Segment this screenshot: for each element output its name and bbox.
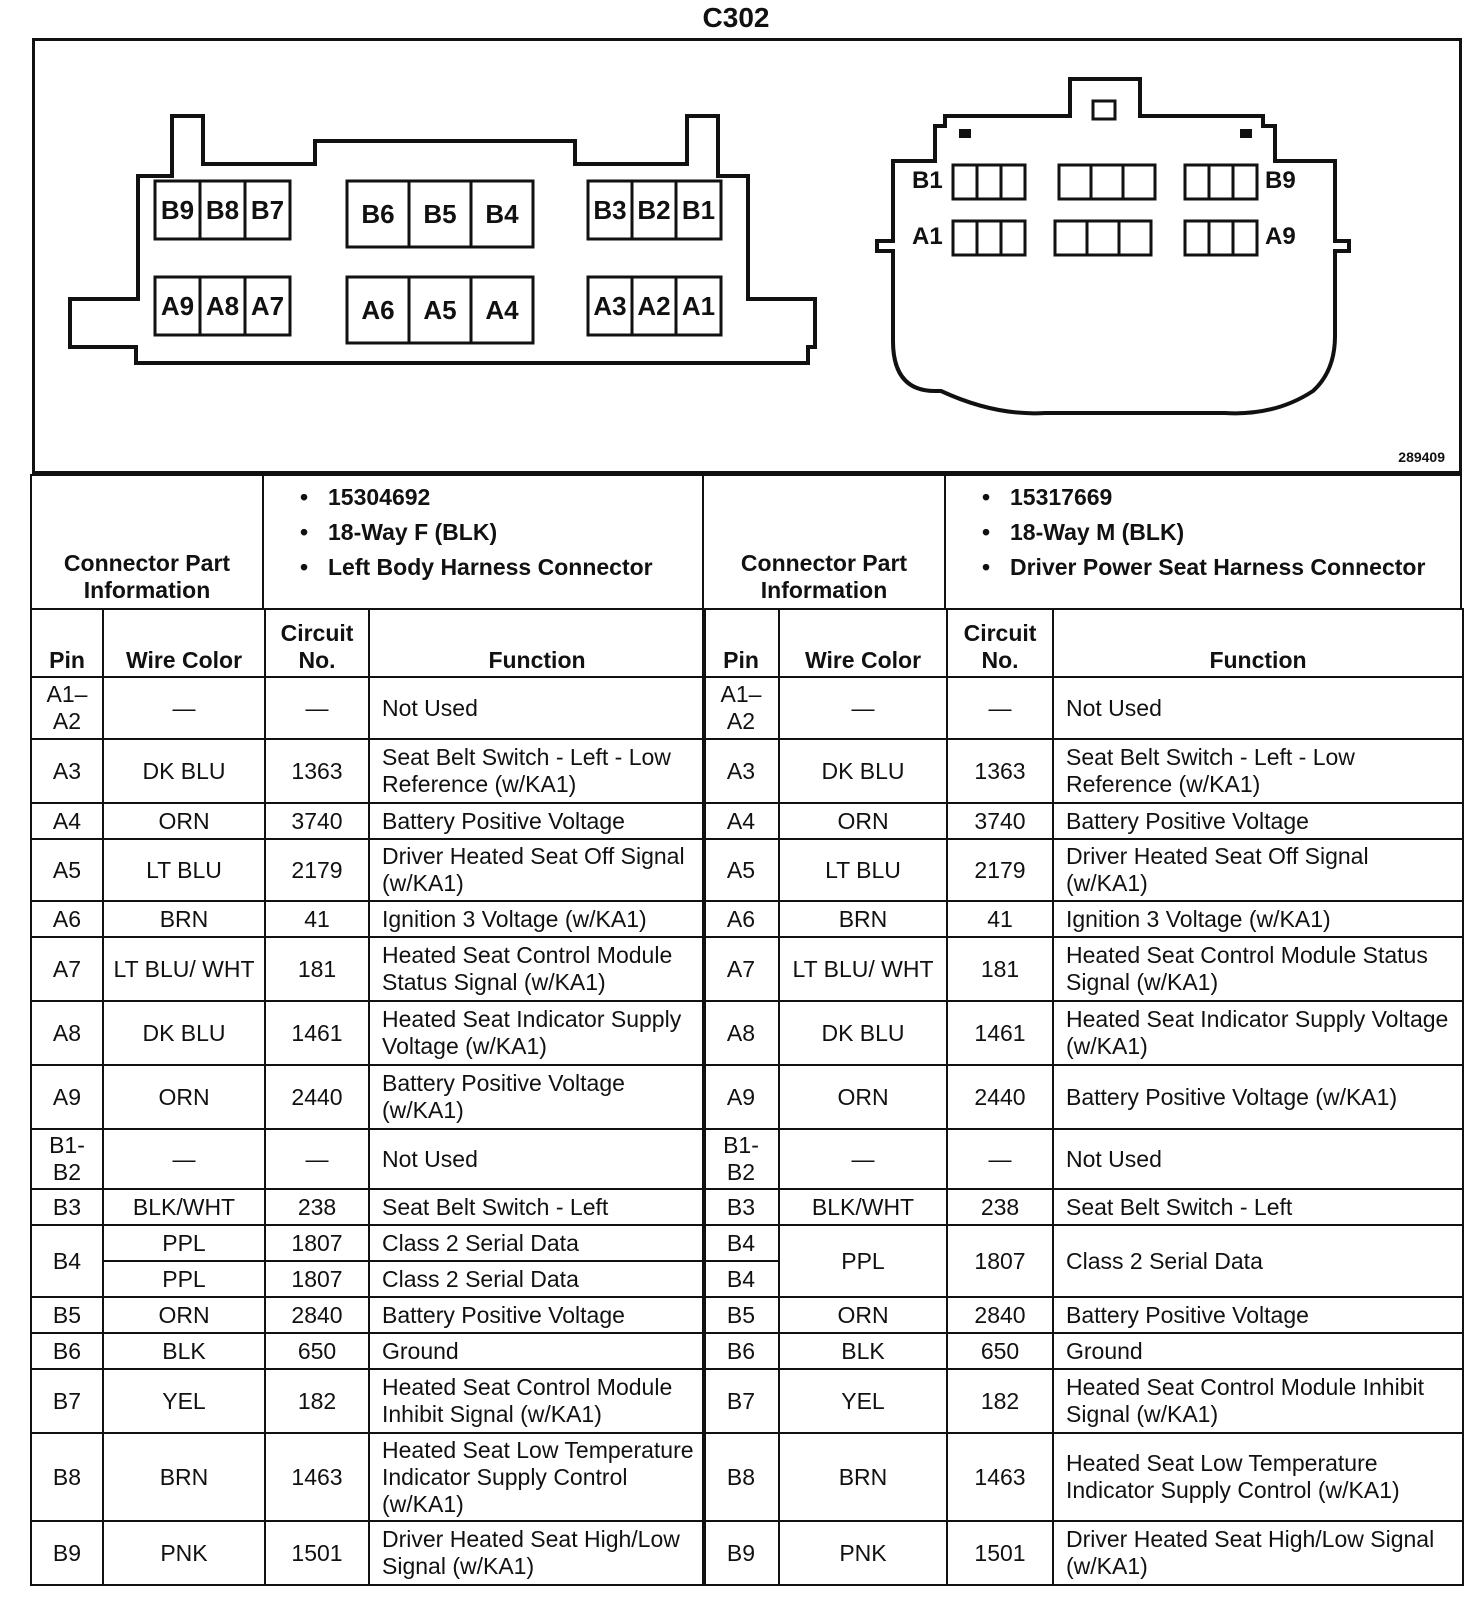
right-info-label-cell — [702, 474, 946, 610]
wire-cell: LT BLU/ WHT — [103, 937, 265, 1001]
function-cell: Driver Heated Seat High/Low Signal (w/KA1) — [369, 1521, 705, 1585]
circuit-cell: 1363 — [265, 739, 369, 803]
circuit-cell: 41 — [265, 901, 369, 937]
wire-cell: — — [779, 677, 947, 739]
pin-label-a6: A6 — [361, 294, 395, 325]
right-info-label: Connector Part Information — [740, 550, 908, 603]
function-cell: Battery Positive Voltage — [1053, 1297, 1463, 1333]
wire-cell: — — [103, 677, 265, 739]
function-cell: Heated Seat Low Temperature Indicator Supply Control (w/KA1) — [369, 1433, 705, 1521]
pin-cell: B7 — [31, 1369, 103, 1433]
pin-cell: B4 — [31, 1225, 103, 1297]
table-row — [31, 1189, 705, 1225]
pin-label-a7: A7 — [250, 290, 285, 321]
circuit-cell: 182 — [265, 1369, 369, 1433]
pin-label-a5: A5 — [423, 294, 457, 325]
pin-cell: B8 — [31, 1433, 103, 1521]
wire-cell: PPL — [779, 1225, 947, 1297]
pin-label-b2: B2 — [637, 194, 671, 225]
wire-cell: BRN — [103, 901, 265, 937]
table-row — [703, 1189, 1463, 1225]
right-table-body — [703, 677, 1463, 1585]
function-cell: Battery Positive Voltage — [369, 803, 705, 839]
pin-label-b6: B6 — [361, 198, 395, 229]
table-row — [31, 839, 705, 901]
circuit-cell: 181 — [947, 937, 1053, 1001]
pin-cell: A7 — [703, 937, 779, 1001]
table-row — [31, 1521, 705, 1585]
wire-cell: BRN — [779, 901, 947, 937]
pin-cell: A8 — [31, 1001, 103, 1065]
table-row — [703, 803, 1463, 839]
pin-label-a1: A1 — [681, 290, 716, 321]
table-row — [31, 1261, 705, 1297]
circuit-cell: 2179 — [947, 839, 1053, 901]
right-info-bullet: • Driver Power Seat Harness Connector — [982, 550, 1460, 585]
pin-cell: A1–A2 — [703, 677, 779, 739]
wire-cell: PPL — [103, 1261, 265, 1297]
pin-cell: A6 — [31, 901, 103, 937]
left-info-bullet: • 15304692 — [300, 480, 702, 515]
function-cell: Heated Seat Control Module Inhibit Signal (w/KA1) — [1053, 1369, 1463, 1433]
function-cell: Battery Positive Voltage (w/KA1) — [369, 1065, 705, 1129]
pin-cell: A7 — [31, 937, 103, 1001]
right-label-a1: A1 — [912, 223, 943, 250]
wire-cell: YEL — [779, 1369, 947, 1433]
wire-cell: — — [779, 1129, 947, 1189]
table-row — [703, 839, 1463, 901]
wire-cell: BRN — [779, 1433, 947, 1521]
wire-cell: YEL — [103, 1369, 265, 1433]
circuit-cell: — — [265, 1129, 369, 1189]
connector-outlines — [35, 41, 1459, 471]
circuit-cell: 2840 — [265, 1297, 369, 1333]
pin-label-a2: A2 — [637, 290, 671, 321]
table-row — [31, 1065, 705, 1129]
table-row — [31, 739, 705, 803]
pin-cell: B3 — [31, 1189, 103, 1225]
table-row — [703, 1297, 1463, 1333]
circuit-cell: 1463 — [265, 1433, 369, 1521]
function-cell: Seat Belt Switch - Left - Low Reference (w/KA1) — [1053, 739, 1463, 803]
function-cell: Heated Seat Indicator Supply Voltage (w/KA1) — [369, 1001, 705, 1065]
function-cell: Seat Belt Switch - Left — [369, 1189, 705, 1225]
pin-label-b1: B1 — [681, 194, 716, 225]
table-row — [31, 901, 705, 937]
wire-cell: LT BLU — [103, 839, 265, 901]
circuit-cell: 1501 — [265, 1521, 369, 1585]
pin-label-b7: B7 — [250, 194, 285, 225]
col-header-circuit: Circuit No. — [265, 609, 369, 677]
wire-cell: DK BLU — [103, 739, 265, 803]
wire-cell: LT BLU/ WHT — [779, 937, 947, 1001]
wire-cell: ORN — [779, 803, 947, 839]
table-row — [31, 1433, 705, 1521]
wire-cell: ORN — [103, 1297, 265, 1333]
function-cell: Class 2 Serial Data — [369, 1225, 705, 1261]
circuit-cell: 1807 — [947, 1225, 1053, 1297]
circuit-cell: 1461 — [265, 1001, 369, 1065]
wire-cell: PPL — [103, 1225, 265, 1261]
function-cell: Ignition 3 Voltage (w/KA1) — [369, 901, 705, 937]
pin-label-a9: A9 — [160, 290, 195, 321]
pin-cell: A4 — [31, 803, 103, 839]
col-header-wire: Wire Color — [779, 609, 947, 677]
circuit-cell: 1461 — [947, 1001, 1053, 1065]
table-row — [31, 677, 705, 739]
pin-cell: A6 — [703, 901, 779, 937]
pin-cell: A4 — [703, 803, 779, 839]
right-info-bullets — [944, 474, 1462, 610]
table-row — [703, 1521, 1463, 1585]
right-info-bullet: • 18-Way M (BLK) — [982, 515, 1460, 550]
pin-cell: B8 — [703, 1433, 779, 1521]
table-row — [31, 1369, 705, 1433]
table-row — [703, 1065, 1463, 1129]
pin-label-b5: B5 — [423, 198, 457, 229]
table-row — [703, 937, 1463, 1001]
pin-cell: B9 — [31, 1521, 103, 1585]
table-row — [31, 1001, 705, 1065]
pin-cell: A1–A2 — [31, 677, 103, 739]
table-row — [703, 1369, 1463, 1433]
circuit-cell: 3740 — [947, 803, 1053, 839]
pin-cell: B4 — [703, 1225, 779, 1261]
pin-cell: A5 — [31, 839, 103, 901]
left-info-label-cell — [30, 474, 264, 610]
table-row — [31, 803, 705, 839]
col-header-circuit: Circuit No. — [947, 609, 1053, 677]
function-cell: Class 2 Serial Data — [369, 1261, 705, 1297]
pin-cell: A3 — [31, 739, 103, 803]
pin-cell: B1-B2 — [31, 1129, 103, 1189]
table-row — [703, 677, 1463, 739]
circuit-cell: 2840 — [947, 1297, 1053, 1333]
connector-title: C302 — [702, 2, 770, 33]
connector-diagram — [32, 38, 1462, 474]
function-cell: Driver Heated Seat High/Low Signal (w/KA1) — [1053, 1521, 1463, 1585]
wire-cell: DK BLU — [103, 1001, 265, 1065]
pin-cell: A3 — [703, 739, 779, 803]
left-pin-table — [30, 608, 706, 1586]
function-cell: Battery Positive Voltage — [369, 1297, 705, 1333]
function-cell: Heated Seat Control Module Inhibit Signal (w/KA1) — [369, 1369, 705, 1433]
left-info-bullet: • Left Body Harness Connector — [300, 550, 702, 585]
circuit-cell: 3740 — [265, 803, 369, 839]
circuit-cell: 238 — [265, 1189, 369, 1225]
wire-cell: BLK — [103, 1333, 265, 1369]
function-cell: Ignition 3 Voltage (w/KA1) — [1053, 901, 1463, 937]
pin-cell: B7 — [703, 1369, 779, 1433]
wire-cell: ORN — [779, 1297, 947, 1333]
function-cell: Class 2 Serial Data — [1053, 1225, 1463, 1297]
pin-cell: B9 — [703, 1521, 779, 1585]
circuit-cell: 1501 — [947, 1521, 1053, 1585]
wire-cell: BLK/WHT — [779, 1189, 947, 1225]
function-cell: Not Used — [1053, 677, 1463, 739]
table-row — [703, 1433, 1463, 1521]
left-info-label: Connector Part Information — [63, 550, 231, 603]
wire-cell: ORN — [103, 803, 265, 839]
col-header-function: Function — [369, 609, 705, 677]
function-cell: Seat Belt Switch - Left - Low Reference (w/KA1) — [369, 739, 705, 803]
pin-cell: B5 — [31, 1297, 103, 1333]
circuit-cell: — — [947, 1129, 1053, 1189]
pin-label-b8: B8 — [205, 194, 240, 225]
circuit-cell: 650 — [265, 1333, 369, 1369]
table-header-row — [703, 609, 1463, 677]
right-label-a9: A9 — [1265, 223, 1296, 250]
right-label-b1: B1 — [912, 167, 943, 194]
circuit-cell: 181 — [265, 937, 369, 1001]
right-info-bullet: • 15317669 — [982, 480, 1460, 515]
function-cell: Heated Seat Indicator Supply Voltage (w/KA1) — [1053, 1001, 1463, 1065]
function-cell: Battery Positive Voltage (w/KA1) — [1053, 1065, 1463, 1129]
table-row — [703, 1225, 1463, 1261]
function-cell: Not Used — [1053, 1129, 1463, 1189]
table-row — [703, 739, 1463, 803]
circuit-cell: 41 — [947, 901, 1053, 937]
wire-cell: PNK — [779, 1521, 947, 1585]
col-header-function: Function — [1053, 609, 1463, 677]
pin-label-b4: B4 — [485, 198, 519, 229]
wire-cell: ORN — [103, 1065, 265, 1129]
function-cell: Seat Belt Switch - Left — [1053, 1189, 1463, 1225]
col-header-wire: Wire Color — [103, 609, 265, 677]
circuit-cell: — — [265, 677, 369, 739]
circuit-cell: 2440 — [265, 1065, 369, 1129]
wire-cell: BLK/WHT — [103, 1189, 265, 1225]
table-row — [31, 937, 705, 1001]
pin-cell: B5 — [703, 1297, 779, 1333]
circuit-cell: 2440 — [947, 1065, 1053, 1129]
pin-label-b9: B9 — [160, 194, 195, 225]
circuit-cell: 2179 — [265, 839, 369, 901]
pin-cell: A5 — [703, 839, 779, 901]
circuit-cell: 1463 — [947, 1433, 1053, 1521]
left-info-bullets — [262, 474, 704, 610]
wire-cell: DK BLU — [779, 1001, 947, 1065]
function-cell: Battery Positive Voltage — [1053, 803, 1463, 839]
circuit-cell: 650 — [947, 1333, 1053, 1369]
pin-cell: B4 — [703, 1261, 779, 1297]
table-row — [703, 1333, 1463, 1369]
circuit-cell: 1807 — [265, 1225, 369, 1261]
table-row — [31, 1297, 705, 1333]
wire-cell: BLK — [779, 1333, 947, 1369]
pin-cell: B6 — [703, 1333, 779, 1369]
function-cell: Driver Heated Seat Off Signal (w/KA1) — [369, 839, 705, 901]
wire-cell: LT BLU — [779, 839, 947, 901]
pin-label-a4: A4 — [485, 294, 519, 325]
wire-cell: BRN — [103, 1433, 265, 1521]
function-cell: Ground — [1053, 1333, 1463, 1369]
table-row — [31, 1129, 705, 1189]
circuit-cell: 1807 — [265, 1261, 369, 1297]
pin-label-a3: A3 — [593, 290, 627, 321]
table-row — [703, 1129, 1463, 1189]
pin-cell: A9 — [31, 1065, 103, 1129]
wire-cell: ORN — [779, 1065, 947, 1129]
col-header-pin: Pin — [703, 609, 779, 677]
function-cell: Heated Seat Low Temperature Indicator Supply Control (w/KA1) — [1053, 1433, 1463, 1521]
circuit-cell: — — [947, 677, 1053, 739]
wire-cell: PNK — [103, 1521, 265, 1585]
pin-label-b3: B3 — [593, 194, 627, 225]
pin-cell: B6 — [31, 1333, 103, 1369]
circuit-cell: 238 — [947, 1189, 1053, 1225]
figure-number: 289409 — [1398, 449, 1445, 465]
wire-cell: DK BLU — [779, 739, 947, 803]
right-label-b9: B9 — [1265, 167, 1296, 194]
wire-cell: — — [103, 1129, 265, 1189]
function-cell: Not Used — [369, 1129, 705, 1189]
pin-cell: B3 — [703, 1189, 779, 1225]
table-row — [703, 901, 1463, 937]
col-header-pin: Pin — [31, 609, 103, 677]
pin-cell: B1-B2 — [703, 1129, 779, 1189]
function-cell: Not Used — [369, 677, 705, 739]
function-cell: Heated Seat Control Module Status Signal (w/KA1) — [369, 937, 705, 1001]
function-cell: Ground — [369, 1333, 705, 1369]
pin-label-a8: A8 — [205, 290, 240, 321]
function-cell: Driver Heated Seat Off Signal (w/KA1) — [1053, 839, 1463, 901]
table-row — [703, 1001, 1463, 1065]
pin-cell: A9 — [703, 1065, 779, 1129]
function-cell: Heated Seat Control Module Status Signal (w/KA1) — [1053, 937, 1463, 1001]
left-table-body — [31, 677, 705, 1585]
table-row — [31, 1333, 705, 1369]
table-row — [31, 1225, 705, 1261]
left-info-bullet: • 18-Way F (BLK) — [300, 515, 702, 550]
right-pin-table — [702, 608, 1464, 1586]
pin-cell: A8 — [703, 1001, 779, 1065]
table-header-row — [31, 609, 705, 677]
circuit-cell: 1363 — [947, 739, 1053, 803]
circuit-cell: 182 — [947, 1369, 1053, 1433]
